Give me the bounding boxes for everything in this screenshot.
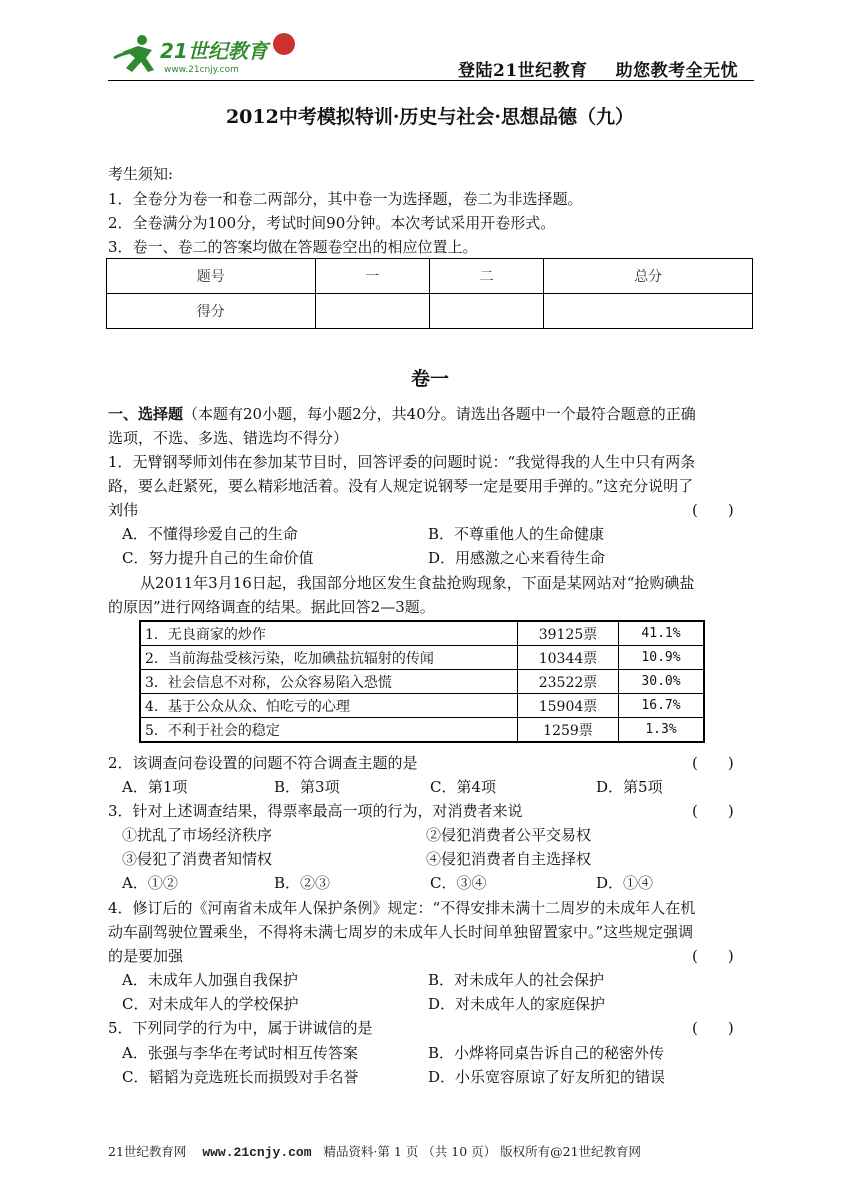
- q1-line-1: 1．无臂钢琴师刘伟在参加某节目时，回答评委的问题时说：“我觉得我的人生中只有两条: [108, 453, 696, 471]
- q4-line-3: 的是要加强: [108, 947, 184, 965]
- notice-item-3: 3．卷一、卷二的答案均做在答题卷空出的相应位置上。: [108, 238, 478, 256]
- material-line-1: 从2011年3月16日起，我国部分地区发生食盐抢购现象，下面是某网站对“抢购碘盐: [140, 574, 695, 592]
- q3-option-b: B．②③: [274, 874, 331, 892]
- answer-paren: ( ): [692, 802, 734, 820]
- page-title: 2012中考模拟特训·历史与社会·思想品德（九）: [225, 106, 635, 128]
- survey-item: 5．不利于社会的稳定: [140, 718, 518, 743]
- page-footer: [108, 1142, 641, 1160]
- site-logo: [108, 28, 308, 82]
- q1-line-2: 路，要么赶紧死，要么精彩地活着。没有人规定说钢琴一定是要用手弹的。”这充分说明了: [108, 477, 694, 495]
- svg-text:www.21cnjy.com: www.21cnjy.com: [164, 65, 239, 75]
- q3-stem: 3．针对上述调查结果，得票率最高一项的行为，对消费者来说: [108, 802, 523, 820]
- score-cell: 题号: [107, 259, 316, 294]
- survey-pct: 41.1%: [619, 621, 705, 646]
- survey-votes: 1259票: [518, 718, 619, 743]
- survey-votes: 23522票: [518, 670, 619, 694]
- survey-votes: 39125票: [518, 621, 619, 646]
- survey-item: 2．当前海盐受核污染，吃加碘盐抗辐射的传闻: [140, 646, 518, 670]
- logo-graphic: [108, 28, 308, 82]
- footer-info: 精品资料·第 1 页 （共 10 页） 版权所有@21世纪教育网: [323, 1144, 642, 1159]
- score-cell: 二: [429, 259, 543, 294]
- q3-option-c: C．③④: [430, 874, 487, 892]
- score-cell: [315, 294, 429, 329]
- q4-option-c: C．对未成年人的学校保护: [122, 995, 299, 1013]
- survey-row: [140, 646, 704, 670]
- score-table-score-row: [107, 294, 753, 329]
- survey-row: [140, 670, 704, 694]
- q2-option-b: B．第3项: [274, 778, 340, 796]
- notice-item-1: 1．全卷分为卷一和卷二两部分，其中卷一为选择题，卷二为非选择题。: [108, 190, 583, 208]
- answer-paren: ( ): [692, 1019, 734, 1037]
- q5-option-c: C．韬韬为竞选班长而损毁对手名誉: [122, 1068, 359, 1086]
- q1-option-c: C．努力提升自己的生命价值: [122, 549, 314, 567]
- notice-item-2: 2．全卷满分为100分，考试时间90分钟。本次考试采用开卷形式。: [108, 214, 556, 232]
- q4-line-2: 动车副驾驶位置乘坐，不得将未满七周岁的未成年人长时间单独留置家中。”这些规定强调: [108, 923, 694, 941]
- answer-paren: ( ): [692, 754, 734, 772]
- q2-option-c: C．第4项: [430, 778, 497, 796]
- q4-line-1: 4．修订后的《河南省未成年人保护条例》规定：“不得安排未满十二周岁的未成年人在机: [108, 899, 696, 917]
- survey-pct: 1.3%: [619, 718, 705, 743]
- score-cell: 一: [315, 259, 429, 294]
- section-intro-rest: （本题有20小题，每小题2分，共40分。请选出各题中一个最符合题意的正确: [183, 405, 696, 423]
- score-cell: 总分: [544, 259, 753, 294]
- q1-option-d: D．用感激之心来看待生命: [428, 549, 606, 567]
- header-rule: [108, 80, 754, 81]
- q3-statement-1: ①扰乱了市场经济秩序: [122, 826, 273, 844]
- survey-pct: 10.9%: [619, 646, 705, 670]
- material-line-2: 的原因”进行网络调查的结果。据此回答2—3题。: [108, 598, 435, 616]
- survey-votes: 10344票: [518, 646, 619, 670]
- survey-row: [140, 718, 704, 743]
- q1-line-3: 刘伟: [108, 501, 139, 519]
- survey-pct: 30.0%: [619, 670, 705, 694]
- slogan-left: 登陆21世纪教育: [458, 61, 588, 81]
- score-cell: 得分: [107, 294, 316, 329]
- q3-statement-2: ②侵犯消费者公平交易权: [426, 826, 592, 844]
- q4-option-d: D．对未成年人的家庭保护: [428, 995, 606, 1013]
- score-table: [106, 258, 753, 329]
- svg-text:21世纪教育: 21世纪教育: [160, 39, 268, 63]
- section-title: 卷一: [410, 368, 449, 390]
- score-cell: [429, 294, 543, 329]
- section-intro-line-1: [108, 404, 696, 424]
- footer-site: 21世纪教育网: [108, 1144, 187, 1159]
- footer-url[interactable]: www.21cnjy.com: [202, 1145, 312, 1160]
- survey-row: [140, 621, 704, 646]
- q1-option-b: B．不尊重他人的生命健康: [428, 525, 605, 543]
- header-slogan: [458, 56, 738, 81]
- survey-item: 3．社会信息不对称，公众容易陷入恐慌: [140, 670, 518, 694]
- q5-option-a: A．张强与李华在考试时相互传答案: [122, 1044, 358, 1062]
- section-intro-bold: 一、选择题: [108, 405, 184, 423]
- q5-option-b: B．小烨将同桌告诉自己的秘密外传: [428, 1044, 665, 1062]
- score-cell: [544, 294, 753, 329]
- q4-option-a: A．未成年人加强自我保护: [122, 971, 298, 989]
- survey-item: 1．无良商家的炒作: [140, 621, 518, 646]
- q3-statement-3: ③侵犯了消费者知情权: [122, 850, 273, 868]
- q3-option-a: A．①②: [122, 874, 178, 892]
- q1-option-a: A．不懂得珍爱自己的生命: [122, 525, 298, 543]
- slogan-right: 助您教考全无忧: [615, 61, 739, 81]
- answer-paren: ( ): [692, 947, 734, 965]
- survey-pct: 16.7%: [619, 694, 705, 718]
- survey-item: 4．基于公众从众、怕吃亏的心理: [140, 694, 518, 718]
- survey-table: [139, 620, 705, 743]
- q2-option-a: A．第1项: [122, 778, 188, 796]
- q3-option-d: D．①④: [596, 874, 654, 892]
- q4-option-b: B．对未成年人的社会保护: [428, 971, 605, 989]
- notice-heading: 考生须知:: [108, 165, 174, 183]
- q5-stem: 5．下列同学的行为中，属于讲诚信的是: [108, 1019, 373, 1037]
- q3-statement-4: ④侵犯消费者自主选择权: [426, 850, 592, 868]
- q2-stem: 2．该调查问卷设置的问题不符合调查主题的是: [108, 754, 418, 772]
- answer-paren: ( ): [692, 501, 734, 519]
- survey-row: [140, 694, 704, 718]
- score-table-header-row: [107, 259, 753, 294]
- q2-option-d: D．第5项: [596, 778, 663, 796]
- q5-option-d: D．小乐宽容原谅了好友所犯的错误: [428, 1068, 666, 1086]
- section-intro-line-2: 选项，不选、多选、错选均不得分）: [108, 429, 349, 447]
- survey-votes: 15904票: [518, 694, 619, 718]
